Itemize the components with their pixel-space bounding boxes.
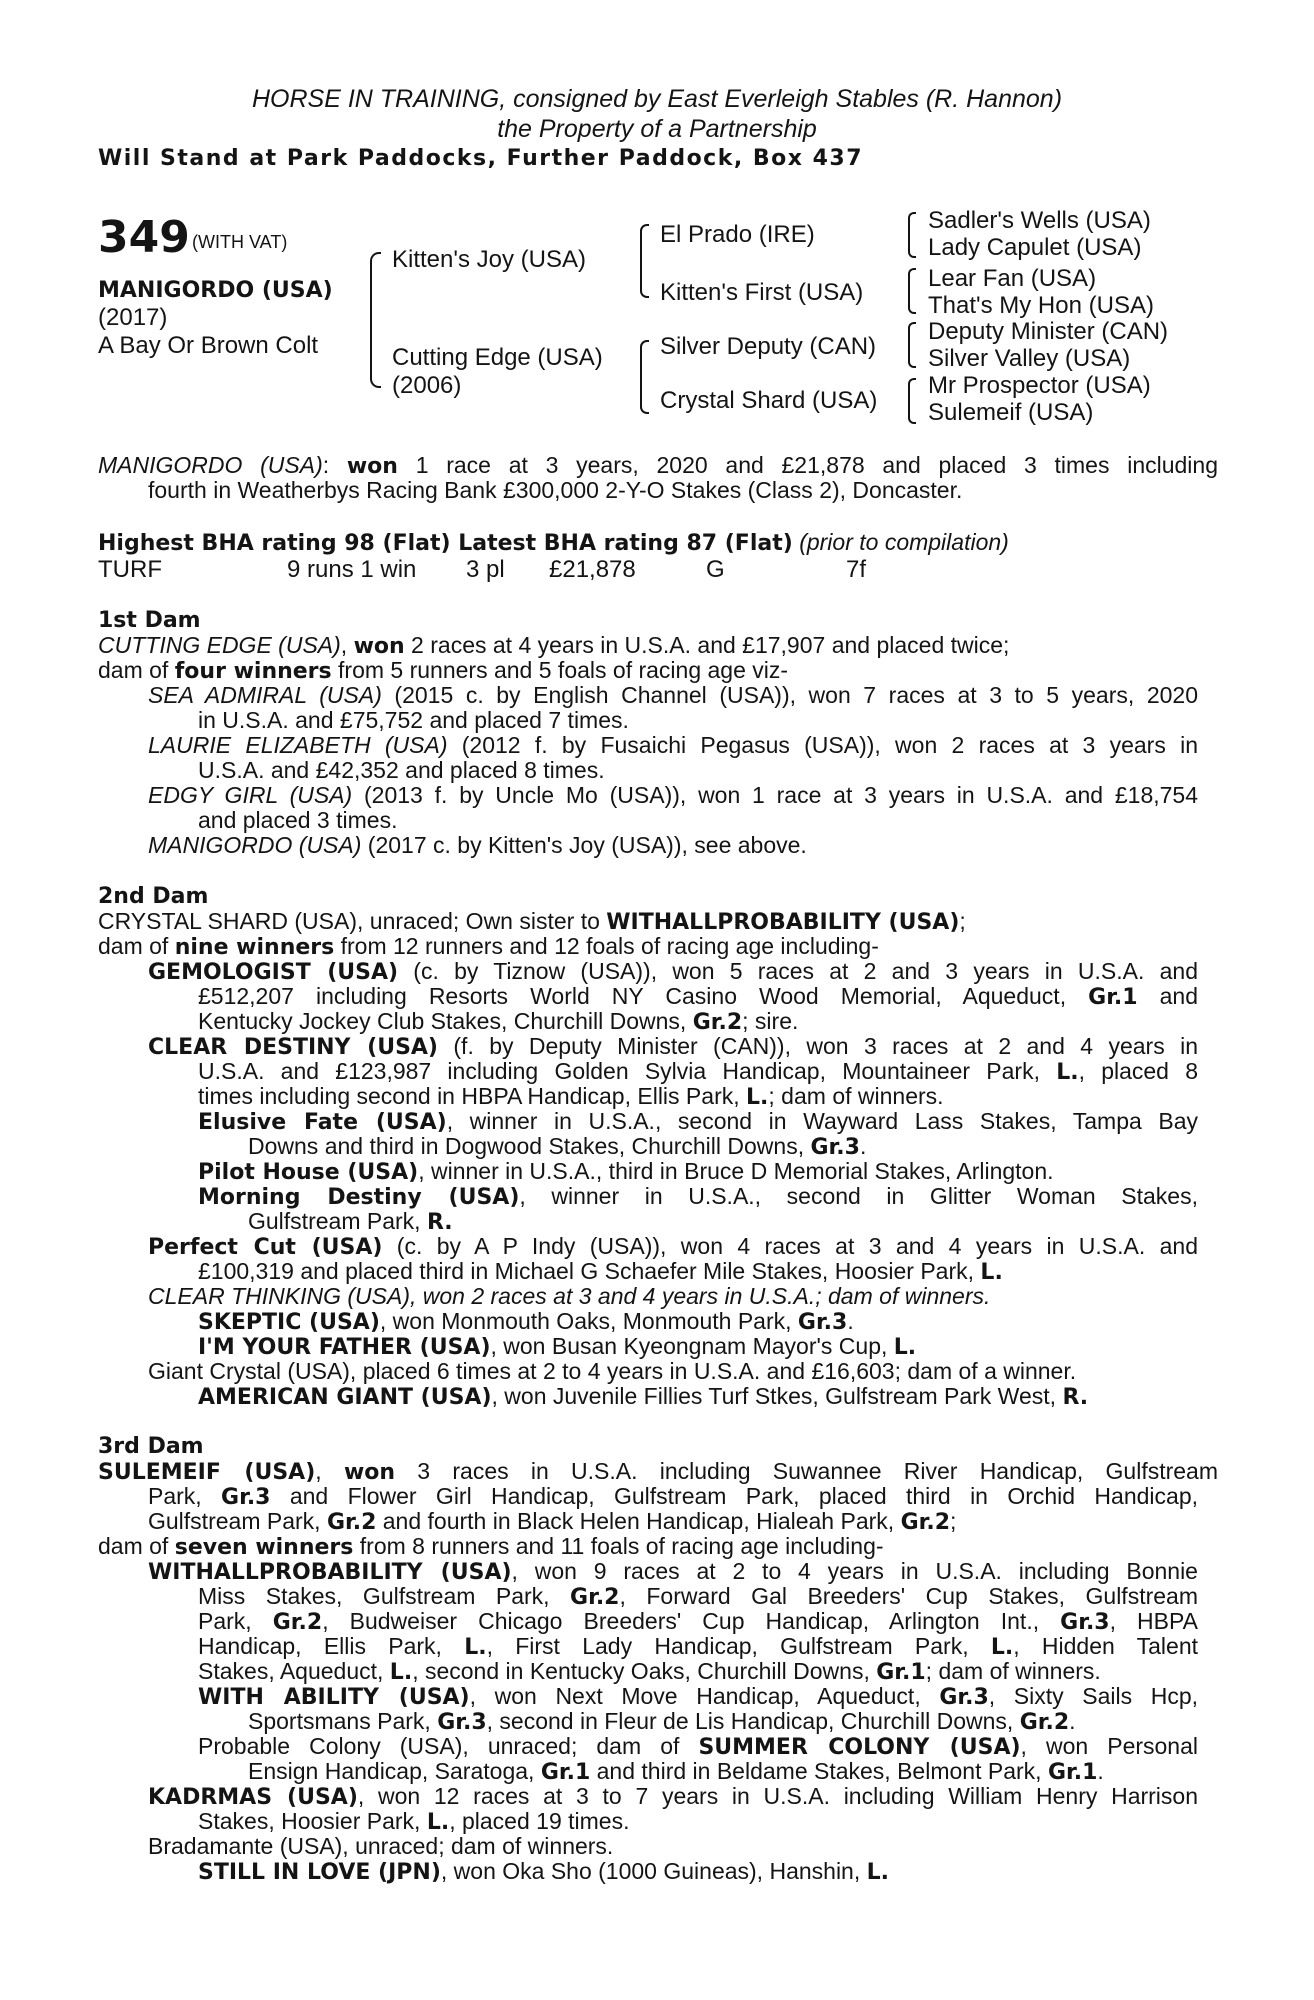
pedigree-brace-dam bbox=[640, 340, 649, 414]
header-location: Will Stand at Park Paddocks, Further Paddock, Box 437 bbox=[98, 146, 864, 171]
pedigree-sss: Sadler's Wells (USA) bbox=[928, 207, 1151, 234]
pedigree-sds: Lear Fan (USA) bbox=[928, 265, 1097, 292]
vat-note: (WITH VAT) bbox=[192, 232, 288, 252]
pedigree-dss: Deputy Minister (CAN) bbox=[928, 318, 1169, 345]
dam1-line: U.S.A. and £42,352 and placed 8 times. bbox=[198, 757, 605, 783]
pedigree-sire: Kitten's Joy (USA) bbox=[392, 246, 586, 273]
dam3-line: Bradamante (USA), unraced; dam of winners. bbox=[148, 1833, 614, 1859]
pedigree-dds: Mr Prospector (USA) bbox=[928, 372, 1151, 399]
dam2-line: GEMOLOGIST (USA) (c. by Tiznow (USA)), won 5 races at 2 and 3 years in U.S.A. and bbox=[148, 958, 1198, 985]
dam2-line: Downs and third in Dogwood Stakes, Churchill Downs, Gr.3. bbox=[248, 1133, 867, 1160]
horse-description: A Bay Or Brown Colt bbox=[98, 332, 319, 359]
section-heading-2nd-dam: 2nd Dam bbox=[98, 884, 209, 909]
dam1-line: SEA ADMIRAL (USA) (2015 c. by English Channel (USA)), won 7 races at 3 to 5 years, 2020 bbox=[148, 682, 1198, 708]
header-consignor: HORSE IN TRAINING, consigned by East Everleigh Stables (R. Hannon) bbox=[251, 85, 1063, 113]
dam1-line: CUTTING EDGE (USA), won 2 races at 4 years in U.S.A. and £17,907 and placed twice; bbox=[98, 632, 1010, 659]
dam2-line: U.S.A. and £123,987 including Golden Sylvia Handicap, Mountaineer Park, L., placed 8 bbox=[198, 1058, 1198, 1085]
dam3-line: Stakes, Aqueduct, L., second in Kentucky Oaks, Churchill Downs, Gr.1; dam of winners. bbox=[198, 1658, 1101, 1685]
dam3-line: Park, Gr.2, Budweiser Chicago Breeders' Cup Handicap, Arlington Int., Gr.3, HBPA bbox=[198, 1608, 1198, 1635]
dam3-line: WITH ABILITY (USA), won Next Move Handicap, Aqueduct, Gr.3, Sixty Sails Hcp, bbox=[198, 1683, 1199, 1710]
dam2-line: CRYSTAL SHARD (USA), unraced; Own sister to WITHALLPROBABILITY (USA); bbox=[98, 908, 966, 935]
dam2-line: Elusive Fate (USA), winner in U.S.A., second in Wayward Lass Stakes, Tampa Bay bbox=[198, 1108, 1198, 1135]
rating-going: G bbox=[706, 556, 725, 583]
dam1-line: LAURIE ELIZABETH (USA) (2012 f. by Fusaichi Pegasus (USA)), won 2 races at 3 years in bbox=[148, 732, 1198, 758]
rating-line bbox=[98, 530, 1218, 557]
dam2-line: Giant Crystal (USA), placed 6 times at 2 to 4 years in U.S.A. and £16,603; dam of a winner. bbox=[148, 1358, 1077, 1384]
foal-year: (2017) bbox=[98, 304, 168, 331]
dam2-line: Perfect Cut (USA) (c. by A P Indy (USA)), won 4 races at 3 and 4 years in U.S.A. and bbox=[148, 1233, 1198, 1260]
rating-placed: 3 pl bbox=[466, 556, 505, 583]
dam2-line: £100,319 and placed third in Michael G Schaefer Mile Stakes, Hoosier Park, L. bbox=[198, 1258, 1003, 1285]
dam2-line: Gulfstream Park, R. bbox=[248, 1208, 453, 1235]
dam3-line: Gulfstream Park, Gr.2 and fourth in Black Helen Handicap, Hialeah Park, Gr.2; bbox=[148, 1508, 957, 1535]
dam3-line: WITHALLPROBABILITY (USA), won 9 races at 2 to 4 years in U.S.A. including Bonnie bbox=[148, 1558, 1198, 1585]
pedigree-brace-ss bbox=[908, 212, 916, 258]
pedigree-sire-sire: El Prado (IRE) bbox=[660, 221, 815, 248]
rating-note: (prior to compilation) bbox=[799, 529, 1009, 555]
dam2-line: times including second in HBPA Handicap, Ellis Park, L.; dam of winners. bbox=[198, 1083, 944, 1110]
dam1-line: dam of four winners from 5 runners and 5 foals of racing age viz- bbox=[98, 657, 789, 684]
summary-line: MANIGORDO (USA): won 1 race at 3 years, 2020 and £21,878 and placed 3 times including bbox=[98, 452, 1218, 479]
pedigree-dsd: Silver Valley (USA) bbox=[928, 345, 1131, 372]
dam3-line: dam of seven winners from 8 runners and 11 foals of racing age including- bbox=[98, 1533, 884, 1560]
pedigree-brace-dd bbox=[908, 378, 916, 424]
dam2-line: Morning Destiny (USA), winner in U.S.A., second in Glitter Woman Stakes, bbox=[198, 1183, 1198, 1210]
dam3-line: Miss Stakes, Gulfstream Park, Gr.2, Forward Gal Breeders' Cup Stakes, Gulfstream bbox=[198, 1583, 1198, 1610]
bha-ratings: Highest BHA rating 98 (Flat) Latest BHA rating 87 (Flat) bbox=[98, 531, 793, 556]
summary-line: fourth in Weatherbys Racing Bank £300,000 2-Y-O Stakes (Class 2), Doncaster. bbox=[148, 477, 963, 503]
section-heading-3rd-dam: 3rd Dam bbox=[98, 1434, 204, 1459]
section-heading-1st-dam: 1st Dam bbox=[98, 608, 201, 633]
lot-number: 349 bbox=[98, 212, 190, 263]
pedigree-dam: Cutting Edge (USA) bbox=[392, 344, 603, 371]
dam3-line: Stakes, Hoosier Park, L., placed 19 times. bbox=[198, 1808, 630, 1835]
dam3-line: Ensign Handicap, Saratoga, Gr.1 and third in Beldame Stakes, Belmont Park, Gr.1. bbox=[248, 1758, 1104, 1785]
rating-surface: TURF bbox=[98, 556, 162, 583]
pedigree-brace-sd bbox=[908, 268, 916, 314]
dam3-line: STILL IN LOVE (JPN), won Oka Sho (1000 Guineas), Hanshin, L. bbox=[198, 1858, 890, 1885]
dam3-line: Sportsmans Park, Gr.3, second in Fleur de Lis Handicap, Churchill Downs, Gr.2. bbox=[248, 1708, 1076, 1735]
summary-horse-name: MANIGORDO (USA) bbox=[98, 452, 323, 478]
dam2-line: I'M YOUR FATHER (USA), won Busan Kyeongnam Mayor's Cup, L. bbox=[198, 1333, 917, 1360]
rating-distance: 7f bbox=[846, 556, 867, 583]
dam2-line: SKEPTIC (USA), won Monmouth Oaks, Monmouth Park, Gr.3. bbox=[198, 1308, 854, 1335]
dam1-line: in U.S.A. and £75,752 and placed 7 times. bbox=[198, 707, 629, 733]
pedigree-dam-dam: Crystal Shard (USA) bbox=[660, 387, 878, 414]
pedigree-brace-ds bbox=[908, 322, 916, 368]
rating-record: 9 runs 1 win bbox=[287, 556, 417, 583]
pedigree-ssd: Lady Capulet (USA) bbox=[928, 234, 1142, 261]
dam2-line: dam of nine winners from 12 runners and 12 foals of racing age including- bbox=[98, 933, 879, 960]
pedigree-ddd: Sulemeif (USA) bbox=[928, 399, 1094, 426]
dam3-line: Handicap, Ellis Park, L., First Lady Handicap, Gulfstream Park, L., Hidden Talent bbox=[198, 1633, 1199, 1660]
pedigree-brace-sire bbox=[640, 224, 649, 298]
dam2-line: CLEAR THINKING (USA), won 2 races at 3 and 4 years in U.S.A.; dam of winners. bbox=[148, 1283, 991, 1309]
dam3-line: Park, Gr.3 and Flower Girl Handicap, Gulfstream Park, placed third in Orchid Handicap, bbox=[148, 1483, 1198, 1510]
dam3-line: KADRMAS (USA), won 12 races at 3 to 7 years in U.S.A. including William Henry Harrison bbox=[148, 1783, 1198, 1810]
dam1-line: MANIGORDO (USA) (2017 c. by Kitten's Joy (USA)), see above. bbox=[148, 832, 807, 858]
horse-name: MANIGORDO (USA) bbox=[98, 278, 333, 303]
rating-earnings: £21,878 bbox=[549, 556, 636, 583]
dam2-line: Pilot House (USA), winner in U.S.A., third in Bruce D Memorial Stakes, Arlington. bbox=[198, 1158, 1054, 1185]
dam2-line: CLEAR DESTINY (USA) (f. by Deputy Minister (CAN)), won 3 races at 2 and 4 years in bbox=[148, 1033, 1198, 1060]
pedigree-sdd: That's My Hon (USA) bbox=[928, 292, 1154, 319]
header-property: the Property of a Partnership bbox=[497, 115, 817, 143]
pedigree-sire-dam: Kitten's First (USA) bbox=[660, 279, 864, 306]
dam3-line: Probable Colony (USA), unraced; dam of SUMMER COLONY (USA), won Personal bbox=[198, 1733, 1199, 1760]
dam2-line: Kentucky Jockey Club Stakes, Churchill Downs, Gr.2; sire. bbox=[198, 1008, 799, 1035]
dam2-line: AMERICAN GIANT (USA), won Juvenile Fillies Turf Stkes, Gulfstream Park West, R. bbox=[198, 1383, 1089, 1410]
dam1-line: EDGY GIRL (USA) (2013 f. by Uncle Mo (USA)), won 1 race at 3 years in U.S.A. and £18,754 bbox=[148, 782, 1198, 808]
pedigree-dam-sire: Silver Deputy (CAN) bbox=[660, 333, 877, 360]
dam3-line: SULEMEIF (USA), won 3 races in U.S.A. including Suwannee River Handicap, Gulfstream bbox=[98, 1458, 1219, 1485]
dam2-line: £512,207 including Resorts World NY Casino Wood Memorial, Aqueduct, Gr.1 and bbox=[198, 983, 1199, 1010]
pedigree-dam-year: (2006) bbox=[392, 372, 462, 399]
pedigree-brace-main bbox=[370, 252, 381, 388]
dam1-line: and placed 3 times. bbox=[198, 807, 398, 833]
